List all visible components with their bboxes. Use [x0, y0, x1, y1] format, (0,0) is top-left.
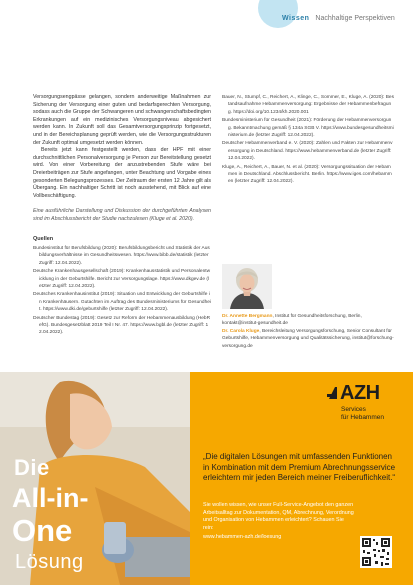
ad-headline-die: Die	[14, 455, 50, 480]
paragraph-2: Bereits jetzt kann festgestellt werden, dass der HPF mit einer durchschnittlichen Personalversorgung je Person zur Bereitstellung gesetzt wird. Von einer Vorbereitung der anzustrebenden Stufe wäre bei Dreierbeiträgen zur Stufe angefangen, unter Beachtung und Vorgabe eines gesonderten Belegungsprozesses. Der Zeitraum der ersten 12 Jahre gilt als Übergang. Ein nachhaltiger Schritt ist noch ausstehend, mit Blick auf eine Vollbeschäftigung.	[33, 147, 211, 199]
ad-link[interactable]: www.hebammen-azh.de/loesung	[203, 534, 282, 540]
author-name-2: Dr. Carola Kluge	[222, 328, 260, 334]
reference-item: Deutscher Hebammenverband e. V. (2020): Zahlen und Fakten zur Hebammenversorgung in Deutschland. https://www.hebammenverband.de (letzter Zugriff: 12.04.2022).	[222, 141, 393, 162]
reference-item: Bauer, N., Stumpf, C., Reichert, A., Klinge, C., Sommer, E., Kluge, A. (2020): Bestandsaufnahme Hebammenversorgung: Ergebnisse der Hebammenbefragung. https://doi.org/10.1234/kh.2020.001	[222, 95, 394, 115]
qr-code-icon[interactable]	[360, 536, 392, 568]
reference-item: Deutscher Bundestag (2019): Gesetz zur Reform der Hebammenausbildung (HebRefG). Bundesgesetzblatt 2019 Teil I Nr. 47. https://www.bgbl.de (letzter Zugriff: 12.04.2022).	[33, 315, 211, 336]
ad-headline-one: One	[12, 513, 73, 548]
ad-headline	[0, 455, 110, 585]
reference-item: Bundesministerium für Gesundheit (2021): Förderung der Hebammenversorgung. Bekanntmachung gemäß § 134a SGB V. https://www.bundesgesundheitsministerium.de (letzter Zugriff: 12.04.2022).	[222, 118, 394, 139]
ad-headline-loesung: Lösung	[15, 551, 84, 573]
ad-quote: „Die digitalen Lösungen mit umfassenden Funktionen in Kombination mit dem Premium Abrechnungsservice erleichtern mir jeden Bereich meiner Freiberuflichkeit.“	[203, 452, 396, 482]
azh-logo-subtitle	[341, 406, 384, 421]
header-circle	[258, 0, 298, 28]
section-title: Wissen	[282, 15, 310, 22]
author-info	[222, 313, 394, 350]
references-right	[222, 94, 394, 187]
header-label	[282, 15, 395, 22]
paragraph-1: Versorgungsengpässe gelangen, sondern anderweitige Maßnahmen zur Sicherung der Versorgung einer guten und bedarfsgerechten Versorgung, sodass auch die Gruppe der Schwangeren und schwangerschaftsbedingten Erkrankungen auf ein medizinisches Versorgungsniveau abgesichert werden kann. In Zukunft soll das Gesamtversorgungsprinzip fortgesetzt, und in der Bereichsplanung geprüft werden, wie die Versorgungsstrukturen der Zukunft optimal umgesetzt werden können.	[33, 94, 211, 146]
azh-sub-line-2: für Hebammen	[341, 413, 384, 421]
study-note: Eine ausführliche Darstellung und Diskussion der durchgeführten Analysen sind im Abschlussbericht der Studie nachzulesen (Kluge et al. 2020).	[33, 208, 211, 222]
sources-heading: Quellen	[33, 236, 54, 242]
reference-item: Kluge, A., Reichert, A., Bauer, N. et al. (2020): Versorgungssituation der Hebammen in Deutschland. Abschlussbericht. Berlin. https://www.iges.com/hebammen (letzter Zugriff: 12.04.2022).	[222, 164, 392, 185]
references-left	[33, 245, 211, 338]
author-photo	[222, 264, 272, 309]
reference-item: Deutsche Krankenhausgesellschaft (2019): Krankenhausstatistik und Personalentwicklung in der Geburtshilfe. Bericht zur Versorgungslage. https://www.dkgev.de (letzter Zugriff: 12.04.2022).	[33, 269, 211, 290]
author-name-1: Dr. Annette Bergmann	[222, 314, 273, 319]
reference-item: Deutsches Krankenhausinstitut (2019): Situation und Entwicklung der Geburtshilfe in Krankenhäusern. Gutachten im Auftrag des Bundesministeriums für Gesundheit. https://www.dki.de/geburtshilfe (letzter Zugriff: 12.04.2022).	[33, 292, 211, 313]
azh-sub-line-1: Services	[341, 406, 366, 413]
section-subtitle: Nachhaltige Perspektiven	[315, 15, 395, 22]
author-text-2: , Bereichsleitung Versorgungsforschung, Senior Consultant für Geburtshilfe, Hebammenversorgung und Qualitätssicherung, institut@forschung-versorgung.de	[222, 328, 394, 349]
ad-headline-allin: All-in-	[12, 483, 89, 513]
reference-item: Bundesinstitut für Berufsbildung (2020): Berufsbildungsbericht und Statistik der Ausbildungsverhältnisse im Gesundheitswesen. https://www.bibb.de/statistik (letzter Zugriff: 12.04.2022).	[33, 246, 210, 266]
azh-logo-text: AZH	[340, 382, 380, 404]
ad-description: Sie wollen wissen, wie unser Full-Service-Angebot den ganzen Arbeitsalltag zur Dokumentation, QM, Abrechnung, Verordnung und Organisation von Hebammen erleichtert? Schauen Sie rein:	[203, 502, 354, 531]
azh-logo-icon	[327, 385, 341, 401]
author-text-1: , Institut für Gesundheitsforschung, Berlin, kontakt@institut-gesundheit.de	[222, 314, 362, 327]
article-body	[33, 94, 211, 224]
